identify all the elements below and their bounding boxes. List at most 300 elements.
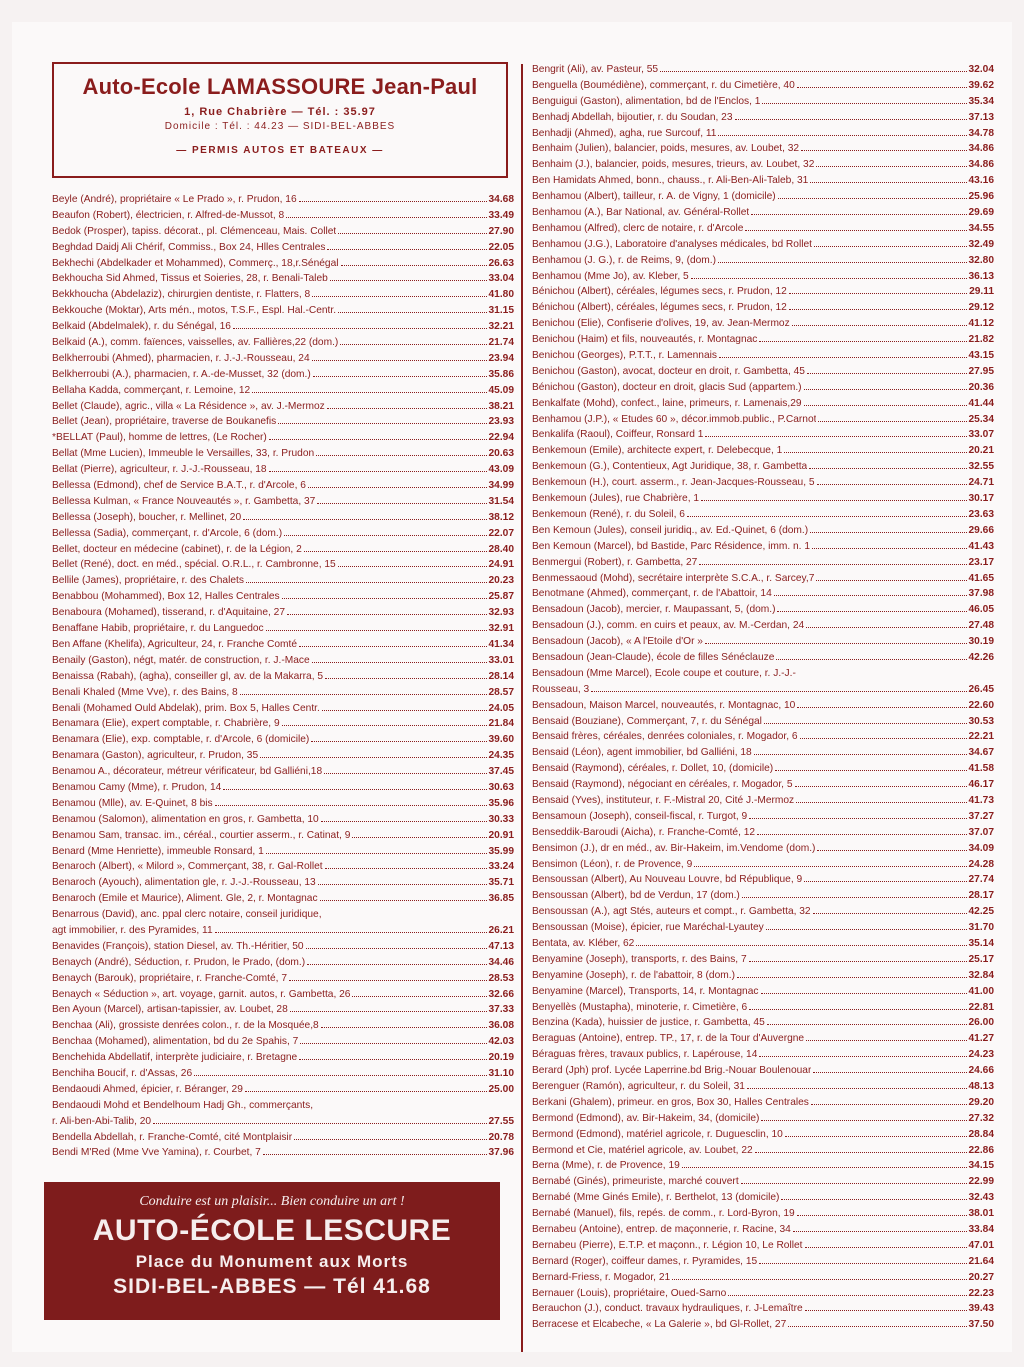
entry-phone: 36.85 [488,893,514,905]
entry-text: Benaboura (Mohamed), tisserand, r. d'Aquitaine, 27 [52,607,285,619]
entry-text: Bellessa (Edmond), chef de Service B.A.T., r. d'Arcole, 6 [52,480,306,492]
entry-phone: 31.15 [488,305,514,317]
entry-phone: 38.01 [968,1208,994,1220]
directory-page [12,22,1012,1352]
dot-leader [246,582,487,583]
entry-phone: 27.74 [968,874,994,886]
directory-entry [52,812,514,828]
entry-phone: 34.68 [488,194,514,205]
dot-leader [322,710,487,711]
dot-leader [682,1167,967,1168]
entry-phone: 23.63 [968,508,994,520]
entry-phone: 23.17 [968,556,994,568]
dot-leader [294,1139,486,1140]
directory-entry [52,780,514,796]
entry-text: Benzina (Kada), huissier de justice, r. Gambetta, 45 [532,1017,765,1029]
directory-entry [532,1095,994,1111]
dot-leader [306,948,487,949]
dot-leader [749,818,966,819]
entry-text: Bellet (Claude), agric., villa « La Résidence », av. J.-Mermoz [52,400,325,412]
entry-phone: 34.67 [968,747,994,759]
entry-text: Bellat (Pierre), agriculteur, r. J.-J.-Rousseau, 18 [52,464,267,476]
entry-text: Benkemoun (Jules), rue Chabrière, 1 [532,493,700,505]
dot-leader [317,503,486,504]
dot-leader [776,659,966,660]
directory-entry [532,300,994,316]
entry-phone: 46.05 [968,604,994,616]
directory-entry [52,240,514,256]
dot-leader [778,198,967,199]
directory-entry [52,271,514,287]
directory-entry [52,891,514,907]
entry-text: Benarrous (David), anc. ppal clerc notaire, conseil juridique, [52,909,322,921]
entry-text: Bénichou (Albert), céréales, légumes secs, r. Prudon, 12 [532,302,787,314]
entry-phone: 42.03 [488,1036,514,1048]
directory-entry [532,507,994,523]
directory-entry [52,1098,514,1114]
entry-text: Bénichou (Gaston), docteur en droit, glacis Sud (appartem.) [532,381,802,393]
dot-leader [260,757,486,758]
entry-phone: 24.28 [968,858,994,870]
directory-entry [52,589,514,605]
directory-entry [532,1301,994,1317]
entry-text: Benmessaoud (Mohd), secrétaire interprète S.C.A., r. Sarcey,7 [532,572,815,584]
dot-leader [807,373,967,374]
directory-entry [52,637,514,653]
entry-text: Benaroch (Albert), « Milord », Commerçant, 38, r. Gal-Rollet [52,861,323,873]
directory-entry [52,1066,514,1082]
dot-leader [810,182,966,183]
dot-leader [245,1091,487,1092]
directory-entry [52,287,514,303]
directory-entry [532,459,994,475]
entry-phone: 21.84 [488,718,514,730]
directory-entry [52,446,514,462]
dot-leader [318,884,487,885]
entry-phone: 23.93 [488,416,514,428]
entry-text: Benhadji (Ahmed), agha, rue Surcouf, 11 [532,127,717,139]
entry-text: Benkemoun (G.), Contentieux, Agt Juridique, 38, r. Gambetta [532,461,808,473]
dot-leader [304,551,487,552]
entry-text: Belkherroubi (A.), pharmacien, r. A.-de-Musset, 32 (dom.) [52,368,311,380]
entry-text: Berracese et Elcabeche, « La Galerie », bd Gl-Rollet, 27 [532,1319,787,1331]
directory-entry [52,653,514,669]
entry-text: Bernard-Friess, r. Mogador, 21 [532,1271,671,1283]
dot-leader [801,150,966,151]
directory-entry [52,335,514,351]
directory-entry [52,955,514,971]
dot-leader [341,265,487,266]
entry-text: Benamara (Elie), exp. comptable, r. d'Arcole, 6 (domicile) [52,734,310,746]
entry-text: Benhamou (Alfred), clerc de notaire, r. d'Arcole [532,222,744,234]
left-entry-list [52,192,514,1161]
entry-phone: 20.36 [968,381,994,393]
entry-phone: 33.24 [488,861,514,873]
directory-entry [52,923,514,939]
directory-entry [52,319,514,335]
entry-text: Benamou A., décorateur, métreur vérificateur, bd Galliéni,18 [52,766,323,778]
entry-phone: 28.17 [968,890,994,902]
directory-entry [532,1190,994,1206]
dot-leader [810,532,966,533]
entry-phone: 29.66 [968,524,994,536]
dot-leader [762,103,966,104]
entry-text: Berna (Mme), r. de Provence, 19 [532,1160,680,1172]
entry-text: Benyamine (Marcel), Transports, 14, r. Montagnac [532,985,759,997]
dot-leader [269,471,487,472]
entry-text: Bengrit (Ali), av. Pasteur, 55 [532,64,659,75]
entry-phone: 34.86 [968,143,994,155]
entry-phone: 24.35 [488,750,514,762]
entry-phone: 33.84 [968,1224,994,1236]
entry-text: Bensimon (J.), dr en méd., av. Bir-Hakeim, im.Vendome (dom.) [532,842,816,854]
dot-leader [282,598,487,599]
entry-text: Bernabé (Mme Ginés Emile), r. Berthelot, 13 (domicile) [532,1192,780,1204]
directory-entry [532,1000,994,1016]
entry-text: Bellat (Mme Lucien), Immeuble le Versailles, 33, r. Prudon [52,448,315,460]
ad-domicile: Domicile : Tél. : 44.23 — SIDI-BEL-ABBES [164,121,396,132]
entry-phone: 32.55 [968,461,994,473]
dot-leader [223,789,486,790]
entry-phone: 42.25 [968,906,994,918]
entry-phone: 41.65 [968,572,994,584]
entry-phone: 35.96 [488,797,514,809]
entry-phone: 37.27 [968,810,994,822]
dot-leader [327,249,486,250]
entry-phone: 26.21 [488,924,514,936]
dot-leader [811,1104,967,1105]
dot-leader [775,770,966,771]
entry-text: Bellaha Kadda, commerçant, r. Lemoine, 12 [52,384,251,396]
directory-entry [532,332,994,348]
dot-leader [311,741,486,742]
entry-phone: 29.20 [968,1096,994,1108]
directory-entry [52,494,514,510]
directory-entry [52,208,514,224]
directory-entry [52,414,514,430]
entry-phone: 22.05 [488,241,514,253]
entry-phone: 37.45 [488,766,514,778]
right-column [532,62,994,1333]
entry-text: Benyamine (Joseph), transports, r. des Bains, 7 [532,953,747,965]
ad-title: Auto-Ecole LAMASSOURE Jean-Paul [82,74,478,99]
entry-phone: 29.69 [968,207,994,219]
entry-text: Bensimon (Léon), r. de Provence, 9 [532,858,693,870]
directory-entry [52,224,514,240]
directory-entry [532,1286,994,1302]
entry-text: Belkaid (A.), comm. faïences, vaisselles, av. Fallières,22 (dom.) [52,337,339,349]
entry-phone: 24.66 [968,1065,994,1077]
dot-leader [252,392,486,393]
entry-phone: 20.27 [968,1271,994,1283]
directory-entry [532,841,994,857]
dot-leader [781,1199,966,1200]
dot-leader [312,360,487,361]
entry-text: Benali (Mohamed Ould Abdelak), prim. Box 5, Halles Centr. [52,702,320,714]
dot-leader [804,881,966,882]
directory-entry [532,1031,994,1047]
directory-entry [52,796,514,812]
directory-entry [532,650,994,666]
entry-text: Benaroch (Ayouch), alimentation gle, r. J.-J.-Rousseau, 13 [52,877,316,889]
dot-leader [240,694,487,695]
entry-phone: 30.53 [968,715,994,727]
dot-leader [759,1056,966,1057]
dot-leader [761,1120,966,1121]
entry-text: Benhamou (J.P.), « Etudes 60 », décor.immob.public., P.Carnot [532,413,817,425]
entry-phone: 36.13 [968,270,994,282]
directory-entry [532,1015,994,1031]
dot-leader [284,535,486,536]
entry-text: *BELLAT (Paul), homme de lettres, (Le Rocher) [52,432,267,444]
dot-leader [672,1279,966,1280]
dot-leader [699,564,966,565]
directory-entry [532,872,994,888]
directory-entry [52,716,514,732]
directory-entry [532,618,994,634]
entry-phone: 31.54 [488,495,514,507]
entry-text: Benamou (Salomon), alimentation en gros, r. Gambetta, 10 [52,813,319,825]
entry-phone: 38.21 [488,400,514,412]
entry-phone: 22.86 [968,1144,994,1156]
dot-leader [338,312,486,313]
dot-leader [777,611,966,612]
entry-phone: 37.98 [968,588,994,600]
dot-leader [797,707,966,708]
entry-phone: 41.34 [488,638,514,650]
entry-phone: 35.71 [488,877,514,889]
entry-text: Ben Ayoun (Marcel), artisan-tapissier, av. Loubet, 28 [52,1004,288,1016]
entry-phone: 27.95 [968,365,994,377]
directory-entry [532,968,994,984]
entry-phone: 32.66 [488,988,514,1000]
entry-text: Benichou (Haim) et fils, nouveautés, r. Montagnac [532,334,758,346]
entry-text: Benaych (Barouk), propriétaire, r. Franche-Comté, 7 [52,972,287,984]
entry-phone: 41.73 [968,794,994,806]
dot-leader [812,548,966,549]
entry-text: Belkaid (Abdelmalek), r. du Sénégal, 16 [52,321,231,333]
dot-leader [797,1215,967,1216]
entry-text: Bensoussan (Albert), Au Nouveau Louvre, bd République, 9 [532,874,803,886]
entry-text: Bellet (Jean), propriétaire, traverse de Boukanefis [52,416,277,428]
entry-text: Benabbou (Mohammed), Box 12, Halles Centrales [52,591,280,603]
dot-leader [788,1326,966,1327]
entry-phone: 32.04 [968,64,994,75]
entry-phone: 37.33 [488,1004,514,1016]
dot-leader [660,71,966,72]
entry-text: Ben Kemoun (Jules), conseil juridiq., av. Ed.-Quinet, 6 (dom.) [532,524,809,536]
entry-phone: 31.10 [488,1067,514,1079]
entry-text: Benard (Mme Henriette), immeuble Ronsard, 1 [52,845,264,857]
entry-text: Benkalifa (Raoul), Coiffeur, Ronsard 1 [532,429,704,441]
entry-phone: 32.49 [968,238,994,250]
directory-entry [52,939,514,955]
dot-leader [751,214,966,215]
entry-phone: 41.00 [968,985,994,997]
entry-text: Benchaa (Ali), grossiste denrées colon., r. de la Mosquée,8 [52,1020,319,1032]
entry-text: Bellessa (Joseph), boucher, r. Mellinet, 20 [52,511,242,523]
dot-leader [747,1088,967,1089]
entry-phone: 33.49 [488,209,514,221]
dot-leader [338,233,486,234]
entry-text: Benhamou (Mme Jo), av. Kleber, 5 [532,270,689,282]
dot-leader [266,853,487,854]
entry-phone: 21.74 [488,337,514,349]
entry-phone: 41.43 [968,540,994,552]
directory-entry [52,859,514,875]
directory-entry [532,984,994,1000]
entry-phone: 22.60 [968,699,994,711]
entry-text: Beghdad Daidj Ali Chérif, Commiss., Box 24, Hlles Centrales [52,241,326,253]
entry-phone: 45.09 [488,384,514,396]
entry-text: Bellet, docteur en médecine (cabinet), r. de la Légion, 2 [52,543,302,555]
directory-entry [532,920,994,936]
dot-leader [694,866,966,867]
ad-tagline: — PERMIS AUTOS ET BATEAUX — [176,145,384,156]
entry-phone: 37.96 [488,1147,514,1159]
dot-leader [300,1043,486,1044]
directory-entry [532,284,994,300]
directory-entry [52,399,514,415]
entry-text: Benhaim (J.), balancier, poids, mesures, trieurs, av. Loubet, 32 [532,159,815,171]
entry-phone: 32.84 [968,969,994,981]
directory-entry [52,1002,514,1018]
directory-entry [532,62,994,78]
entry-phone: 47.13 [488,940,514,952]
entry-text: Bensoussan (Albert), bd de Verdun, 17 (dom.) [532,890,740,902]
entry-text: Bensoussan (A.), agt Stés, auteurs et compt., r. Gambetta, 32 [532,906,811,918]
entry-phone: 37.50 [968,1319,994,1331]
directory-entry [52,987,514,1003]
dot-leader [718,262,966,263]
entry-text: Bensadoun (Jacob), mercier, r. Maupassant, 5, (dom.) [532,604,776,616]
entry-text: Benkemoun (René), r. du Soleil, 6 [532,508,685,520]
entry-phone: 27.48 [968,620,994,632]
dot-leader [789,309,967,310]
entry-text: Bernabé (Manuel), fils, repés. de comm., r. Lord-Byron, 19 [532,1208,795,1220]
entry-phone: 32.21 [488,321,514,333]
entry-text: Bekkouche (Moktar), Arts mén., motos, T.S.F., Espl. Hal.-Centr. [52,305,337,317]
entry-text: Bermond (Edmond), matériel agricole, r. Duguesclin, 10 [532,1128,783,1140]
entry-text: Beaufon (Robert), électricien, r. Alfred-de-Mussot, 8 [52,209,285,221]
entry-phone: 36.08 [488,1020,514,1032]
dot-leader [784,452,966,453]
dot-leader [797,87,967,88]
directory-entry [52,1130,514,1146]
entry-phone: 20.23 [488,575,514,587]
entry-phone: 39.43 [968,1303,994,1315]
dot-leader [766,929,967,930]
directory-entry [532,1079,994,1095]
entry-phone: 39.60 [488,734,514,746]
directory-entry [52,732,514,748]
dot-leader [813,913,967,914]
entry-text: Benhamou (Albert), tailleur, r. A. de Vigny, 1 (domicile) [532,191,776,203]
entry-phone: 41.58 [968,763,994,775]
entry-phone: 35.34 [968,95,994,107]
dot-leader [759,341,966,342]
entry-phone: 41.12 [968,318,994,330]
entry-phone: 33.01 [488,654,514,666]
dot-leader [269,439,487,440]
dot-leader [796,802,966,803]
dot-leader [286,217,486,218]
entry-text: Benaych (André), Séduction, r. Prudon, le Prado, (dom.) [52,956,306,968]
dot-leader [804,389,967,390]
entry-text: Bensadoun (J.), comm. en cuirs et peaux, av. M.-Cerdan, 24 [532,620,805,632]
directory-entry [532,936,994,952]
entry-text: Benaissa (Rabah), (agha), conseiller gl, av. de la Makarra, 5 [52,670,324,682]
entry-text: Bénichou (Albert), céréales, légumes secs, r. Prudon, 12 [532,286,787,298]
directory-entry [532,1127,994,1143]
entry-phone: 30.19 [968,636,994,648]
entry-phone: 20.91 [488,829,514,841]
dot-leader [289,980,487,981]
directory-entry [532,1254,994,1270]
dot-leader [263,1154,487,1155]
entry-phone: 23.94 [488,352,514,364]
entry-phone: 22.07 [488,527,514,539]
entry-phone: 27.32 [968,1112,994,1124]
entry-text: Bensadoun, Maison Marcel, nouveautés, r. Montagnac, 10 [532,699,796,711]
entry-phone: 24.05 [488,702,514,714]
directory-entry [52,621,514,637]
entry-text: Benmergui (Robert), r. Gambetta, 27 [532,556,698,568]
dot-leader [287,614,487,615]
directory-entry [52,605,514,621]
entry-phone: 25.96 [968,191,994,203]
directory-entry [532,745,994,761]
dot-leader [321,821,487,822]
directory-entry [532,825,994,841]
directory-entry [52,844,514,860]
entry-text: Bernabeu (Antoine), entrep. de maçonnerie, r. Racine, 34 [532,1224,791,1236]
entry-text: Bermond et Cie, matériel agricole, av. Loubet, 22 [532,1144,753,1156]
entry-text: Bekhechi (Abdelkader et Mohammed), Commerç., 18,r.Sénégal [52,257,339,269]
dot-leader [325,678,486,679]
entry-text: Ben Hamidats Ahmed, bonn., chauss., r. Ali-Ben-Ali-Taleb, 31 [532,175,809,187]
entry-text: Benichou (Elie), Confiserie d'olives, 19, av. Jean-Mermoz [532,318,790,330]
directory-entry [52,256,514,272]
dot-leader [687,516,967,517]
dot-leader [745,230,966,231]
directory-entry [532,952,994,968]
advertisement-lescure [44,1182,500,1320]
entry-phone: 24.91 [488,559,514,571]
directory-entry [532,571,994,587]
directory-entry [532,809,994,825]
dot-leader [325,868,487,869]
entry-text: Benkalfate (Mohd), confect., laine, primeurs, r. Lamenais,29 [532,397,802,409]
dot-leader [705,436,966,437]
entry-text: Bensaid (Léon), agent immobilier, bd Galliéni, 18 [532,747,752,759]
directory-entry [532,1270,994,1286]
entry-phone: 27.55 [488,1115,514,1127]
directory-entry [52,875,514,891]
entry-phone: 28.40 [488,543,514,555]
entry-phone: 34.09 [968,842,994,854]
dot-leader [792,325,967,326]
dot-leader [809,468,966,469]
dot-leader [817,850,966,851]
directory-entry [532,141,994,157]
entry-phone: 34.55 [968,222,994,234]
dot-leader [636,945,966,946]
entry-text: Bensaid (Yves), instituteur, r. F.-Mistral 20, Cité J.-Mermoz [532,794,795,806]
directory-entry [52,971,514,987]
directory-entry [532,1238,994,1254]
directory-entry [532,1158,994,1174]
